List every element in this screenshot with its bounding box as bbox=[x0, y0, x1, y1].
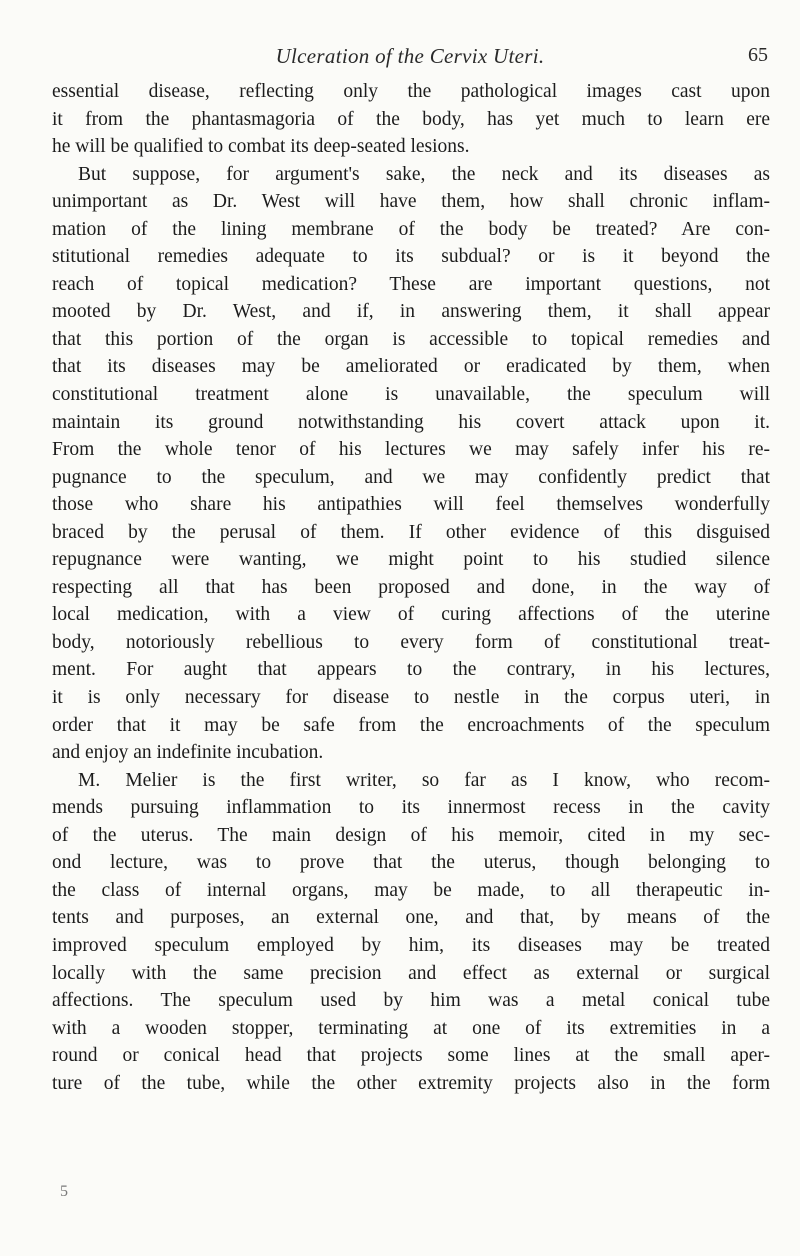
page-header bbox=[52, 44, 768, 72]
text-line: stitutional remedies adequate to its subdual? or is it beyond the bbox=[52, 246, 770, 268]
text-line: essential disease, reflecting only the pathological images cast upon bbox=[52, 81, 770, 102]
text-line: ond lecture, was to prove that the uterus, though belonging to bbox=[52, 852, 770, 874]
text-line: local medication, with a view of curing affections of the uterine bbox=[52, 604, 770, 626]
text-line: mooted by Dr. West, and if, in answering them, it shall appear bbox=[52, 301, 770, 323]
text-line: tents and purposes, an external one, and that, by means of the bbox=[52, 907, 770, 929]
text-line: that this portion of the organ is accessible to topical remedies and bbox=[52, 328, 770, 350]
text-line: of the uterus. The main design of his memoir, cited in my sec- bbox=[52, 824, 770, 846]
text-line: order that it may be safe from the encroachments of the speculum bbox=[52, 714, 770, 736]
text-line: unimportant as Dr. West will have them, how shall chronic inflam- bbox=[52, 191, 770, 213]
text-line: the class of internal organs, may be made, to all therapeutic in- bbox=[52, 879, 770, 901]
running-title: Ulceration of the Cervix Uteri. bbox=[275, 44, 545, 68]
text-line: constitutional treatment alone is unavailable, the speculum will bbox=[52, 384, 770, 406]
text-line: From the whole tenor of his lectures we may safely infer his re- bbox=[52, 439, 770, 461]
text-line: that its diseases may be ameliorated or eradicated by them, when bbox=[52, 356, 770, 378]
text-line: reach of topical medication? These are important questions, not bbox=[52, 273, 770, 295]
text-line: locally with the same precision and effect as external or surgical bbox=[52, 962, 770, 984]
text-line: and enjoy an indefinite incubation. bbox=[52, 742, 324, 764]
page-number: 65 bbox=[748, 44, 768, 66]
text-line: it is only necessary for disease to nestle in the corpus uteri, in bbox=[52, 687, 770, 709]
text-line: those who share his antipathies will feel themselves wonderfully bbox=[52, 494, 770, 516]
text-line: affections. The speculum used by him was a metal conical tube bbox=[52, 990, 770, 1012]
text-line: round or conical head that projects some lines at the small aper- bbox=[52, 1045, 770, 1067]
text-line: mation of the lining membrane of the body be treated? Are con- bbox=[52, 218, 770, 240]
text-line: pugnance to the speculum, and we may confidently predict that bbox=[52, 466, 770, 488]
text-line: ment. For aught that appears to the contrary, in his lectures, bbox=[52, 659, 770, 681]
text-line: body, notoriously rebellious to every form of constitutional treat- bbox=[52, 631, 770, 653]
text-line: respecting all that has been proposed and done, in the way of bbox=[52, 576, 770, 598]
text-line: it from the phantasmagoria of the body, has yet much to learn ere bbox=[52, 108, 770, 130]
text-line: with a wooden stopper, terminating at one of its extremities in a bbox=[52, 1017, 770, 1039]
text-line: improved speculum employed by him, its diseases may be treated bbox=[52, 934, 770, 956]
text-line: repugnance were wanting, we might point to his studied silence bbox=[52, 549, 770, 571]
signature-mark: 5 bbox=[60, 1183, 68, 1200]
text-line: mends pursuing inflammation to its innermost recess in the cavity bbox=[52, 797, 770, 819]
text-line: maintain its ground notwithstanding his covert attack upon it. bbox=[52, 411, 770, 433]
text-line: M. Melier is the first writer, so far as I know, who recom- bbox=[78, 769, 770, 791]
text-line: ture of the tube, while the other extremity projects also in the form bbox=[52, 1072, 770, 1094]
text-line: he will be qualified to combat its deep-seated lesions. bbox=[52, 136, 470, 158]
body-text bbox=[52, 78, 770, 1097]
text-line: braced by the perusal of them. If other evidence of this disguised bbox=[52, 521, 770, 543]
text-line: But suppose, for argument's sake, the neck and its diseases as bbox=[78, 163, 770, 185]
